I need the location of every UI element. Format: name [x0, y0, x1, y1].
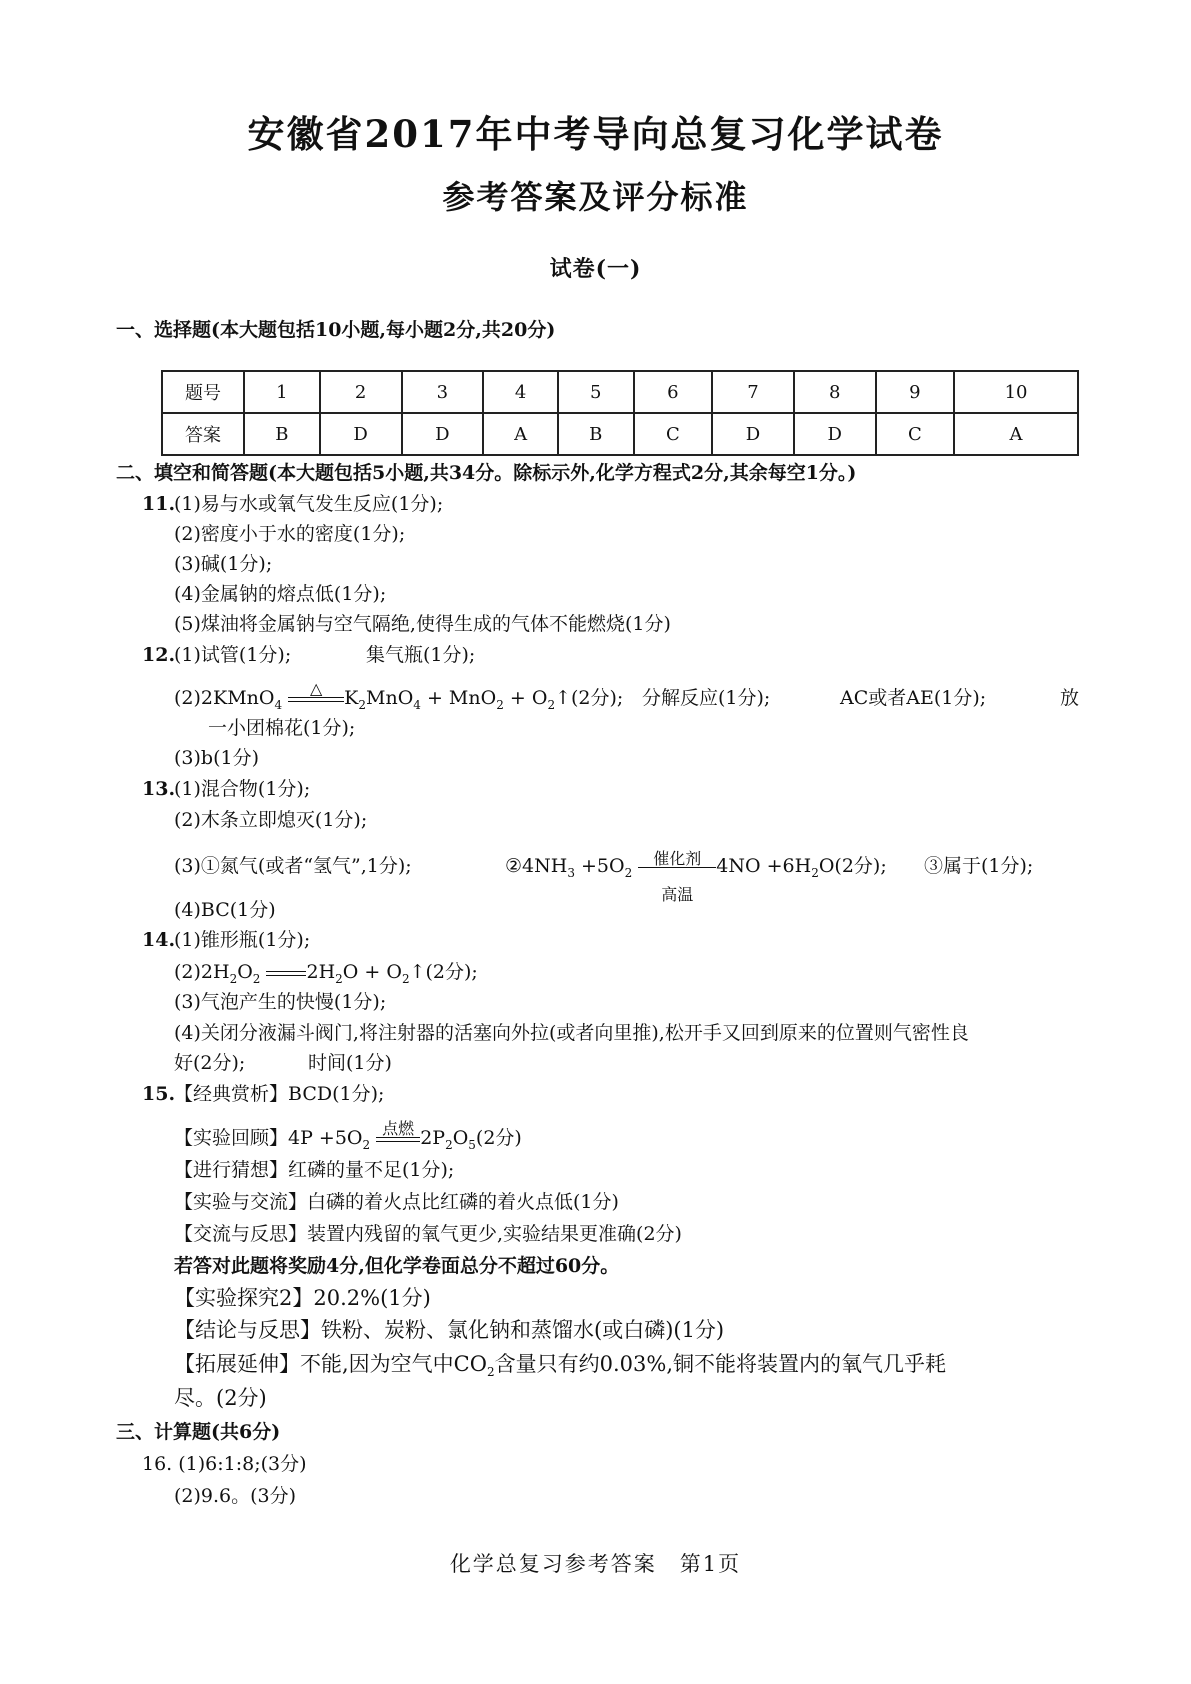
- equation-text: O + O: [342, 961, 402, 983]
- subscript: 4: [413, 697, 421, 712]
- equation-text: + O: [509, 687, 548, 709]
- subscript: 2: [445, 1137, 453, 1152]
- answer-line: AC或者AE(1分);: [840, 687, 987, 709]
- equation-text: 含量只有约0.03%,铜不能将装置内的氧气几乎耗: [494, 1352, 946, 1376]
- answer-line: (5)煤油将金属钠与空气隔绝,使得生成的气体不能燃烧(1分): [174, 613, 671, 635]
- subscript: 4: [274, 697, 283, 712]
- equation-text: ②4NH: [505, 855, 568, 877]
- section1-heading: 一、选择题(本大题包括10小题,每小题2分,共20分): [116, 319, 556, 341]
- subscript: 3: [567, 865, 575, 880]
- answer-line: 集气瓶(1分);: [366, 644, 476, 666]
- answer-line: 好(2分);: [174, 1052, 246, 1074]
- equation-text: O: [452, 1127, 469, 1149]
- subscript: 2: [362, 1137, 371, 1152]
- subscript: 2: [335, 971, 343, 986]
- question-number: 1: [244, 371, 320, 413]
- answer-cell: D: [402, 413, 484, 455]
- answer-line: 一小团棉花(1分);: [208, 717, 356, 739]
- question-number: 3: [402, 371, 484, 413]
- reaction-arrow: [266, 971, 306, 976]
- equation-text: ↑(2分);: [409, 961, 478, 983]
- answer-line: 【实验探究2】20.2%(1分): [174, 1286, 431, 1310]
- equation-text: 2P: [420, 1127, 446, 1149]
- subscript: 2: [496, 697, 504, 712]
- question-number: 9: [876, 371, 954, 413]
- question-number: 12.: [142, 644, 176, 666]
- question-number: 15.: [142, 1083, 176, 1105]
- answer-line: (4)BC(1分): [174, 899, 276, 921]
- row-label: 题号: [162, 371, 244, 413]
- answer-line: 放: [1060, 687, 1080, 709]
- answer-line: (2)密度小于水的密度(1分);: [174, 523, 406, 545]
- answer-line: (2)9.6。(3分): [174, 1485, 297, 1507]
- answer-cell: B: [558, 413, 634, 455]
- question-number: 2: [320, 371, 402, 413]
- equation-text: 4NO +6H: [716, 855, 812, 877]
- question-number: 8: [794, 371, 876, 413]
- equation-nh3: [505, 848, 887, 904]
- answer-line: (2)木条立即熄灭(1分);: [174, 809, 368, 831]
- answer-cell: C: [634, 413, 712, 455]
- equation-h2o2: [174, 960, 478, 991]
- subscript: 2: [358, 697, 366, 712]
- equation-text: 【拓展延伸】不能,因为空气中CO: [174, 1352, 487, 1376]
- paper-label: 试卷(一): [549, 256, 642, 282]
- table-row: [162, 413, 1078, 455]
- answer-cell: D: [712, 413, 794, 455]
- row-label: 答案: [162, 413, 244, 455]
- answer-line: (4)金属钠的熔点低(1分);: [174, 583, 387, 605]
- question-number: 7: [712, 371, 794, 413]
- section3-heading: 三、计算题(共6分): [116, 1421, 281, 1443]
- equation-text: + MnO: [426, 687, 497, 709]
- reaction-arrow: [376, 1118, 420, 1142]
- subscript: 2: [252, 971, 261, 986]
- reaction-condition: 催化剂: [653, 848, 702, 868]
- answer-line: 【进行猜想】红磷的量不足(1分);: [174, 1159, 455, 1181]
- question-number: 5: [558, 371, 634, 413]
- answer-line: (1)易与水或氧气发生反应(1分);: [174, 493, 444, 515]
- equation-text: O: [237, 961, 253, 983]
- answer-line: (3)①氮气(或者“氢气”,1分);: [174, 855, 412, 877]
- question-number: 11.: [142, 493, 176, 515]
- subscript: 2: [229, 971, 238, 986]
- equation-text: ↑(2分);: [555, 687, 624, 709]
- answer-cell: D: [794, 413, 876, 455]
- equation-text: K: [344, 687, 359, 709]
- question-number: 13.: [142, 778, 176, 800]
- answer-cell: C: [876, 413, 954, 455]
- section2-heading: 二、填空和简答题(本大题包括5小题,共34分。除标示外,化学方程式2分,其余每空1分。): [116, 462, 857, 484]
- answer-line: 【实验与交流】白磷的着火点比红磷的着火点低(1分): [174, 1191, 619, 1213]
- answer-line: 【交流与反思】装置内残留的氧气更少,实验结果更准确(2分): [174, 1223, 682, 1245]
- answer-line: ③属于(1分);: [924, 855, 1034, 877]
- answer-line: 时间(1分): [308, 1052, 392, 1074]
- page-footer: 化学总复习参考答案 第1页: [449, 1552, 742, 1576]
- question-number: 4: [483, 371, 558, 413]
- equation-text: (2)2KMnO: [174, 687, 275, 709]
- subscript: 2: [486, 1365, 495, 1380]
- question-number: 14.: [142, 929, 176, 951]
- question-number: 10: [954, 371, 1078, 413]
- answer-line: [174, 1352, 946, 1384]
- answer-line: (1)锥形瓶(1分);: [174, 929, 311, 951]
- answer-line: 分解反应(1分);: [642, 687, 771, 709]
- subscript: 2: [811, 865, 819, 880]
- equation-text: 2H: [306, 961, 336, 983]
- answer-line: 尽。(2分): [174, 1386, 267, 1410]
- answer-line: 【经典赏析】BCD(1分);: [174, 1083, 385, 1105]
- equation-text: +5O: [581, 855, 625, 877]
- subscript: 2: [401, 971, 410, 986]
- equation-text: 【实验回顾】4P +5O: [174, 1127, 363, 1149]
- answer-line: 16. (1)6:1:8;(3分): [142, 1453, 307, 1475]
- answer-cell: D: [320, 413, 402, 455]
- subscript: 5: [468, 1137, 476, 1152]
- equation-kmno4: [174, 678, 624, 717]
- answer-line: (3)碱(1分);: [174, 553, 273, 575]
- page-title: 安徽省2017年中考导向总复习化学试卷: [247, 112, 944, 156]
- answer-cell: B: [244, 413, 320, 455]
- subscript: 2: [547, 697, 556, 712]
- equation-text: MnO: [366, 687, 414, 709]
- bonus-note: 若答对此题将奖励4分,但化学卷面总分不超过60分。: [174, 1255, 620, 1277]
- reaction-condition: 点燃: [382, 1118, 415, 1138]
- answer-line: (4)关闭分液漏斗阀门,将注射器的活塞向外拉(或者向里推),松开手又回到原来的位置则气密性良: [174, 1022, 969, 1044]
- answer-line: 【结论与反思】铁粉、炭粉、氯化钠和蒸馏水(或白磷)(1分): [174, 1318, 725, 1342]
- question-number: 6: [634, 371, 712, 413]
- equation-phosphorus: [174, 1118, 522, 1157]
- equation-text: (2)2H: [174, 961, 230, 983]
- reaction-condition: △: [310, 678, 323, 698]
- subscript: 2: [624, 865, 633, 880]
- answer-line: (3)b(1分): [174, 747, 259, 769]
- equation-text: (2分): [475, 1127, 522, 1149]
- answer-line: (1)试管(1分);: [174, 644, 292, 666]
- equals-bar: [266, 971, 306, 976]
- equation-text: O(2分);: [818, 855, 887, 877]
- reaction-arrow: [288, 678, 344, 702]
- answer-line: (3)气泡产生的快慢(1分);: [174, 991, 387, 1013]
- table-row: [162, 371, 1078, 413]
- answer-line: (1)混合物(1分);: [174, 778, 311, 800]
- answer-table: [161, 370, 1079, 456]
- reaction-condition: 高温: [661, 884, 694, 904]
- answer-cell: A: [954, 413, 1078, 455]
- reaction-arrow: [638, 848, 716, 904]
- page-subtitle: 参考答案及评分标准: [442, 178, 749, 216]
- answer-cell: A: [483, 413, 558, 455]
